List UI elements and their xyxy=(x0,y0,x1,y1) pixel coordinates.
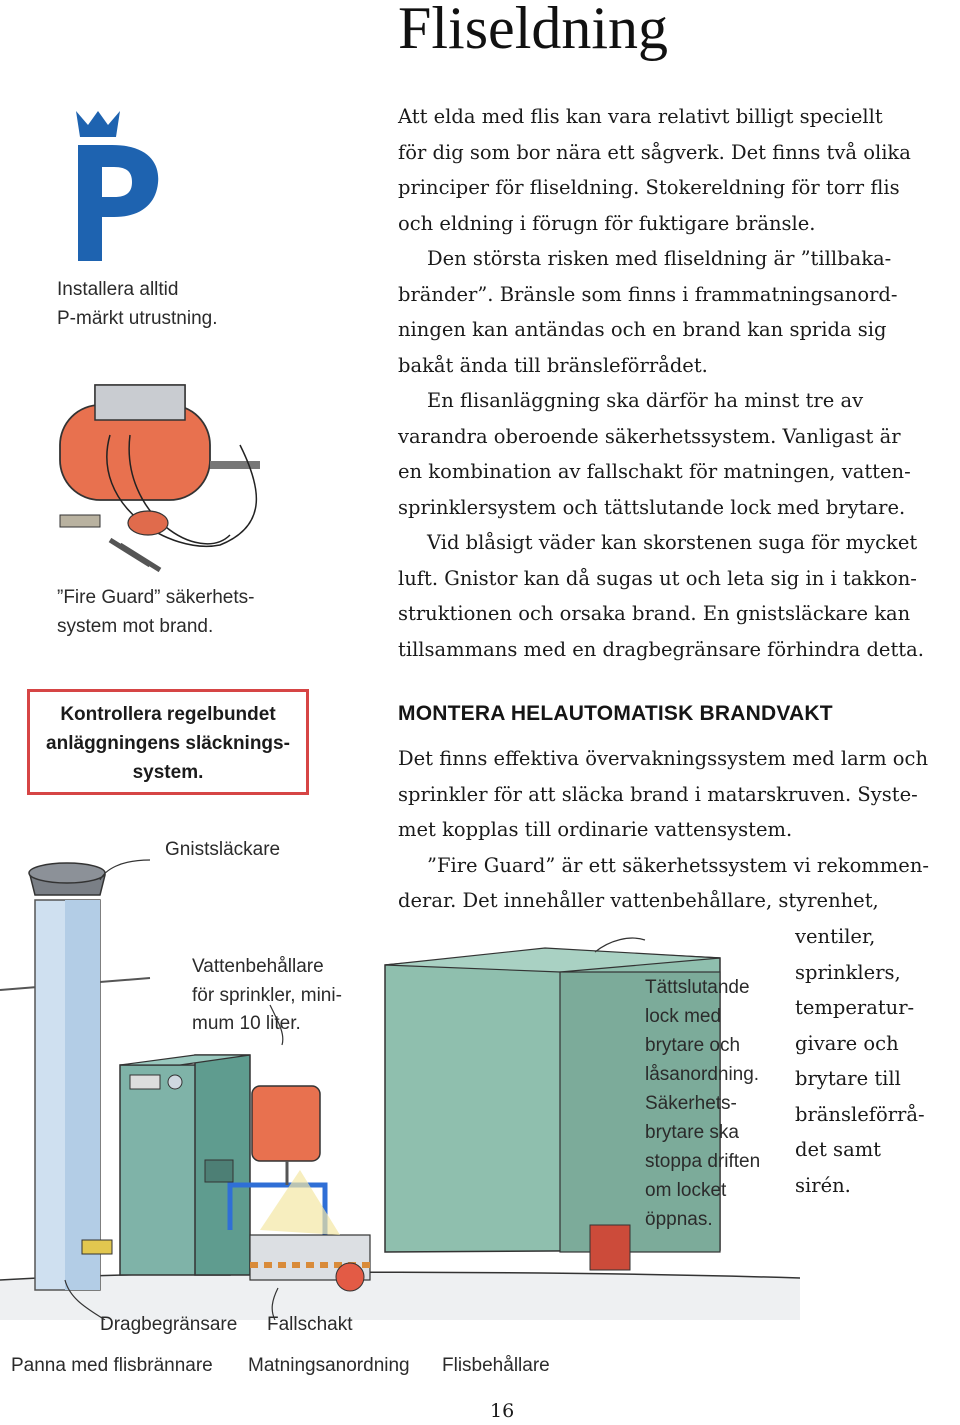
intro-paragraph: Den största risken med fliseldning är ”tillbaka- bränder”. Bränsle som finns i frammatningsanord- ningen kan antändas och en brand kan sprida sig bakåt ända till bränsleförrådet. xyxy=(398,247,898,377)
label-panna: Panna med flisbrännare xyxy=(11,1355,213,1376)
page-number: 16 xyxy=(490,1400,515,1422)
intro-text xyxy=(398,99,924,667)
p-mark-logo xyxy=(70,105,170,265)
page-title: Fliseldning xyxy=(398,0,669,61)
section-heading: MONTERA HELAUTOMATISK BRANDVAKT xyxy=(398,702,833,725)
label-dragbegransare: Dragbegränsare xyxy=(100,1314,238,1335)
label-lock: Tättslutande lock med brytare och låsanordning. Säkerhets- brytare ska stoppa driften om locket öppnas. xyxy=(645,977,761,1230)
label-gnistslackare: Gnistsläckare xyxy=(165,839,281,860)
maintenance-callout: Kontrollera regelbundet anläggningens släcknings- system. xyxy=(27,689,309,795)
label-vattenbehallare: Vattenbehållare för sprinkler, mini- mum 10 liter. xyxy=(192,956,342,1034)
intro-paragraph: Vid blåsigt väder kan skorstenen suga för mycket luft. Gnistor kan då sugas ut och leta sig in i takkon- struktionen och orsaka brand. En gnistsläckare kan tillsammans med en dragbegränsare förhindra detta. xyxy=(398,531,924,661)
section-paragraph: ”Fire Guard” är ett säkerhetssystem vi rekommen- derar. Det innehåller vattenbehållare, styrenhet, xyxy=(398,853,929,912)
fire-guard-illustration xyxy=(50,365,290,580)
section-text-continued: ventiler, sprinklers, temperatur- givare och brytare till bränsleförrå- det samt sirén. xyxy=(795,925,925,1197)
label-matningsanordning: Matningsanordning xyxy=(248,1355,410,1376)
section-paragraph: Det finns effektiva övervakningssystem med larm och sprinkler för att släcka brand i matarskruven. Syste- met kopplas till ordinarie vattensystem. xyxy=(398,747,929,841)
intro-paragraph: Att elda med flis kan vara relativt billigt speciellt för dig som bor nära ett sågverk. Det finns två olika principer för fliseldning. Stokereldning för torr flis och eldning i förugn för fuktigare bränsle. xyxy=(398,105,911,235)
intro-paragraph: En flisanläggning ska därför ha minst tre av varandra oberoende säkerhetssystem. Vanligast är en kombination av fallschakt för matningen, vatten- sprinklersystem och tättslutande lock med brytare. xyxy=(398,389,911,519)
label-flisbehallare: Flisbehållare xyxy=(442,1355,550,1376)
p-mark-caption: Installera alltid P-märkt utrustning. xyxy=(57,279,218,329)
label-fallschakt: Fallschakt xyxy=(267,1314,353,1335)
fire-guard-caption: ”Fire Guard” säkerhets- system mot brand. xyxy=(57,587,255,637)
